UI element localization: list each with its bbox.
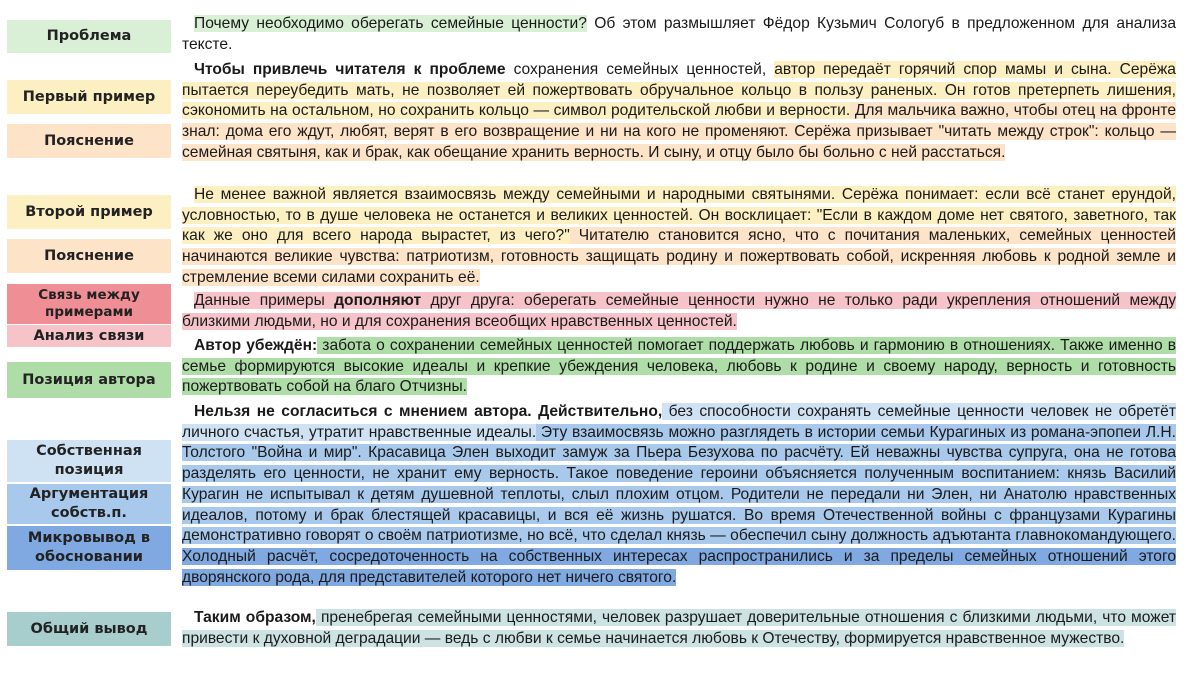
own-position-lead: Нельзя не согласиться с мнением автора. Действительно, (194, 403, 663, 420)
label-explanation-2: Пояснение (7, 239, 171, 273)
label-microconclusion: Микровывод в обосновании (7, 526, 171, 570)
conclusion-lead: Таким образом, (194, 609, 316, 626)
author-position-lead: Автор убеждён: (194, 337, 318, 354)
link-text-b: друг друга (421, 292, 511, 309)
link-text-a: Данные примеры (194, 292, 335, 309)
author-position-text: забота о сохранении семейных ценностей помогает поддержать любовь и гармонию в отношениях. Также именно в семье формируются высокие идеалы и крепкие убеждения человека, любовь к родине и своему народу, верность и готовность пожертвовать собой на благо Отчизны. (182, 337, 1176, 396)
conclusion-text: пренебрегая семейными ценностями, человек разрушает доверительные отношения с близкими людьми, что может привести к духовной деградации — ведь с любви к семье начинается любовь к Отечеству, формируется нравственное мужество. (182, 609, 1176, 647)
label-own-position: Собственная позиция (7, 440, 171, 482)
label-conclusion: Общий вывод (7, 612, 171, 646)
paragraph-conclusion (182, 608, 1176, 649)
problem-text: Почему необходимо оберегать семейные ценности? (194, 15, 587, 32)
own-position-text: без способности сохранять семейные ценности человек не обретёт личного счастья, утратит нравственные идеалы. (182, 403, 1177, 441)
label-author-position: Позиция автора (7, 362, 171, 398)
example-1-plain: сохранения семейных ценностей, (505, 61, 775, 78)
label-explanation-1: Пояснение (7, 124, 171, 158)
link-text (194, 292, 510, 309)
example-1-lead: Чтобы привлечь читателя к проблеме (194, 61, 506, 78)
label-example-1: Первый пример (7, 80, 171, 114)
link-analysis-text: : оберегать семейные ценности нужно не только ради укрепления отношений между близкими людьми, но и для сохранения всеобщих нравственных ценностей. (182, 292, 1176, 330)
microconclusion-text: Холодный расчёт, сосредоточенность на собственных интересах распространились и за пределы семейных отношений этого дворянского рода, для представителей которого нет ничего святого. (182, 547, 1176, 586)
link-keyword: дополняют (334, 292, 422, 309)
label-problem: Проблема (7, 20, 171, 53)
paragraph-intro (182, 14, 1176, 55)
paragraph-own-position (182, 402, 1176, 588)
label-link-analysis: Анализ связи (7, 325, 171, 347)
label-link: Связь между примерами (7, 284, 171, 324)
argumentation-text: Эту взаимосвязь можно разглядеть в истории семьи Курагиных из романа-эпопеи Л.Н. Толстого "Война и мир". Красавица Элен выходит замуж за Пьера Безухова по расчёту. Ей неважны чувства супруга, она не готова разделять его ценности, не хранит ему верность. Такое поведение героини объясняется полученным воспитанием: князь Василий Курагин не испытывал к детям душевной теплоты, слыл плохим отцом. Родители не передали ни Элен, ни Анатолю нравственных идеалов, потому и брак блестящей красавицы, и вся её жизнь рушатся. Во время Отечественной войны с французами Курагины демонстративно говорят о своём патриотизме, но всё, что сделал князь — обеспечил сыну должность адъютанта главнокомандующего. (182, 423, 1176, 545)
paragraph-link (182, 291, 1176, 332)
explanation-1-text: Для мальчика важно, чтобы отец на фронте знал: дома его ждут, любят, верят в его возвращение и ни на кого не променяют. Серёжа призывает "читать между строк": кольцо — семейная святыня, как и брак, как обещание хранить верность. И сыну, и отцу было бы больно с ней расстаться. (182, 102, 1176, 161)
paragraph-author-position (182, 336, 1176, 398)
label-argumentation: Аргументация собств.п. (7, 484, 171, 524)
paragraph-example-1 (182, 60, 1176, 164)
intro-text: Об этом размышляет Фёдор Кузьмич Сологуб в предложенном для анализа тексте. (182, 15, 1177, 53)
label-example-2: Второй пример (7, 195, 171, 229)
paragraph-example-2 (182, 185, 1176, 289)
explanation-2-text: Читателю становится ясно, что с почитания маленьких, семейных ценностей начинаются великие чувства: патриотизм, готовность защищать родину и пожертвовать собой, искренняя любовь к родной земле и стремление всеми силами сохранить её. (182, 227, 1176, 286)
example-1-text: автор передаёт горячий спор мамы и сына. Серёжа пытается переубедить мать, не позволяет ей пожертвовать обручальное кольцо в пользу раненых. Он готов претерпеть лишения, сэкономить на остальном, но сохранить кольцо — символ родительской любви и верности. (182, 61, 1176, 120)
example-2-text: Не менее важной является взаимосвязь между семейными и народными святынями. Серёжа понимает: если всё станет ерундой, условностью, то в душе человека не останется и великих ценностей. Он восклицает: "Если в каждом доме нет святого, заветного, так как же оно для всего народа вырастет, из чего?" (182, 186, 1176, 245)
